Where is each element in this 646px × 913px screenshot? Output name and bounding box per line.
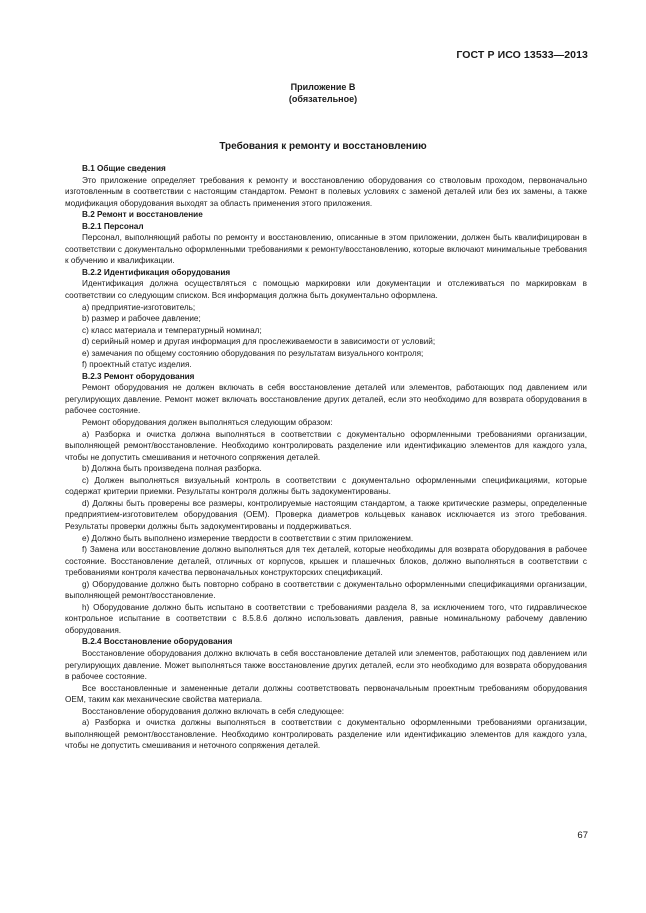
paragraph: b) Должна быть произведена полная разборка. [82,464,262,474]
list-item: а) предприятие-изготовитель; [82,302,196,312]
section-heading: В.2.1 Персонал [82,221,144,231]
list-item: b) размер и рабочее давление; [82,314,201,324]
section-title: Требования к ремонту и восстановлению [219,141,427,152]
section-heading: В.2.2 Идентификация оборудования [82,267,231,277]
appendix-status: (обязательное) [288,94,358,104]
paragraph: Все восстановленные и замененные детали должны соответствовать первоначальным проектным требованиям оборудования OEM, таким как механические свойства материала. [65,683,587,705]
paragraph: d) Должны быть проверены все размеры, контролируемые настоящим стандартом, а также критические размеры, определенные предприятием-изготовителем оборудования (OEM). Проверка диаметров кольцевых канавок исключается из этого требования. Результаты проверки должны быть задокументированы и поддерживаться. [65,498,587,531]
document-header: ГОСТ Р ИСО 13533—2013 [456,49,588,61]
paragraph: Ремонт оборудования должен выполняться следующим образом: [82,418,333,428]
paragraph: Восстановление оборудования должно включать в себя восстановление деталей или элементов, работающих под давлением или регулирующих давление. Может выполняться также восстановление других деталей, если это необходимо для возврата оборудования в рабочее состояние. [65,648,587,682]
paragraph: Восстановление оборудования должно включать в себя следующее: [82,706,345,716]
paragraph: h) Оборудование должно быть испытано в соответствии с требованиями раздела 8, за исключением того, что гидравлическое контрольное испытание в соответствии с 8.5.8.6 должно использовать давления, равные номинальному рабочему давлению оборудования. [65,602,587,635]
page-number: 67 [577,830,588,841]
appendix-heading [0,81,646,105]
paragraph: e) Должно быть выполнено измерение твердости в соответствии с этим приложением. [82,533,414,543]
section-heading: В.2.4 Восстановление оборудования [82,637,233,647]
paragraph: Персонал, выполняющий работы по ремонту и восстановлению, описанные в этом приложении, должен быть квалифицирован в соответствии с документально оформленными требованиями к ремонту/восстановлению, которые включают минимальные требования к обучению и квалификации. [65,233,587,266]
paragraph: f) Замена или восстановление должно выполняться для тех деталей, которые необходимы для возврата оборудования в рабочее состояние. Восстановление деталей, отличных от корпусов, крышек и плашечных блоков, должно выполняться в соответствии с требованиями контроля качества первоначальных конструкторских спецификаций. [65,545,587,578]
appendix-title: Приложение В [290,82,356,92]
list-item: e) замечания по общему состоянию оборудования по результатам визуального контроля; [82,348,424,358]
section-heading: В.2 Ремонт и восстановление [82,210,203,220]
document-body [65,163,587,752]
paragraph: Ремонт оборудования не должен включать в себя восстановление деталей или элементов, работающих под давлением или регулирующих давление. Ремонт может включать восстановление других деталей, если это необходимо для возврата оборудования в рабочее состояние. [65,383,587,416]
paragraph: c) Должен выполняться визуальный контроль в соответствии с документально оформленными спецификациями, которые содержат критерии приемки. Результаты контроля должны быть задокументированы. [65,475,587,497]
paragraph: a) Разборка и очистка должна выполняться в соответствии с документально оформленными требованиями организации, выполняющей ремонт/восстановление. Необходимо контролировать разделение или идентификацию элементов для каждого узла, чтобы не допустить смешивания и неточного сопряжения деталей. [65,429,587,462]
paragraph: Идентификация должна осуществляться с помощью маркировки или документации и отслеживаться по маркировкам в соответствии со следующим списком. Вся информация должна быть документально оформлена. [65,279,587,301]
paragraph: g) Оборудование должно быть повторно собрано в соответствии с документально оформленными спецификациями организации, выполняющей ремонт/восстановление. [65,579,587,601]
list-item: d) серийный номер и другая информация для прослеживаемости в зависимости от условий; [82,337,436,347]
list-item: c) класс материала и температурный номинал; [82,325,262,335]
paragraph: Это приложение определяет требования к ремонту и восстановлению оборудования со стволовым проходом, первоначально изготовленным в соответствии с настоящим стандартом. Ремонт в полевых условиях с заменой деталей или без их замены, а также модификация оборудования выходят за область применения этого приложения. [65,175,587,208]
paragraph: a) Разборка и очистка должны выполняться в соответствии с документально оформленными требованиями организации, выполняющей ремонт/восстановление. Необходимо контролировать разделение или идентификацию элементов для каждого узла, чтобы не допустить смешивания и неточного сопряжения деталей. [65,718,587,751]
list-item: f) проектный статус изделия. [82,360,192,370]
section-heading: В.2.3 Ремонт оборудования [82,371,195,381]
section-heading: В.1 Общие сведения [82,164,166,173]
